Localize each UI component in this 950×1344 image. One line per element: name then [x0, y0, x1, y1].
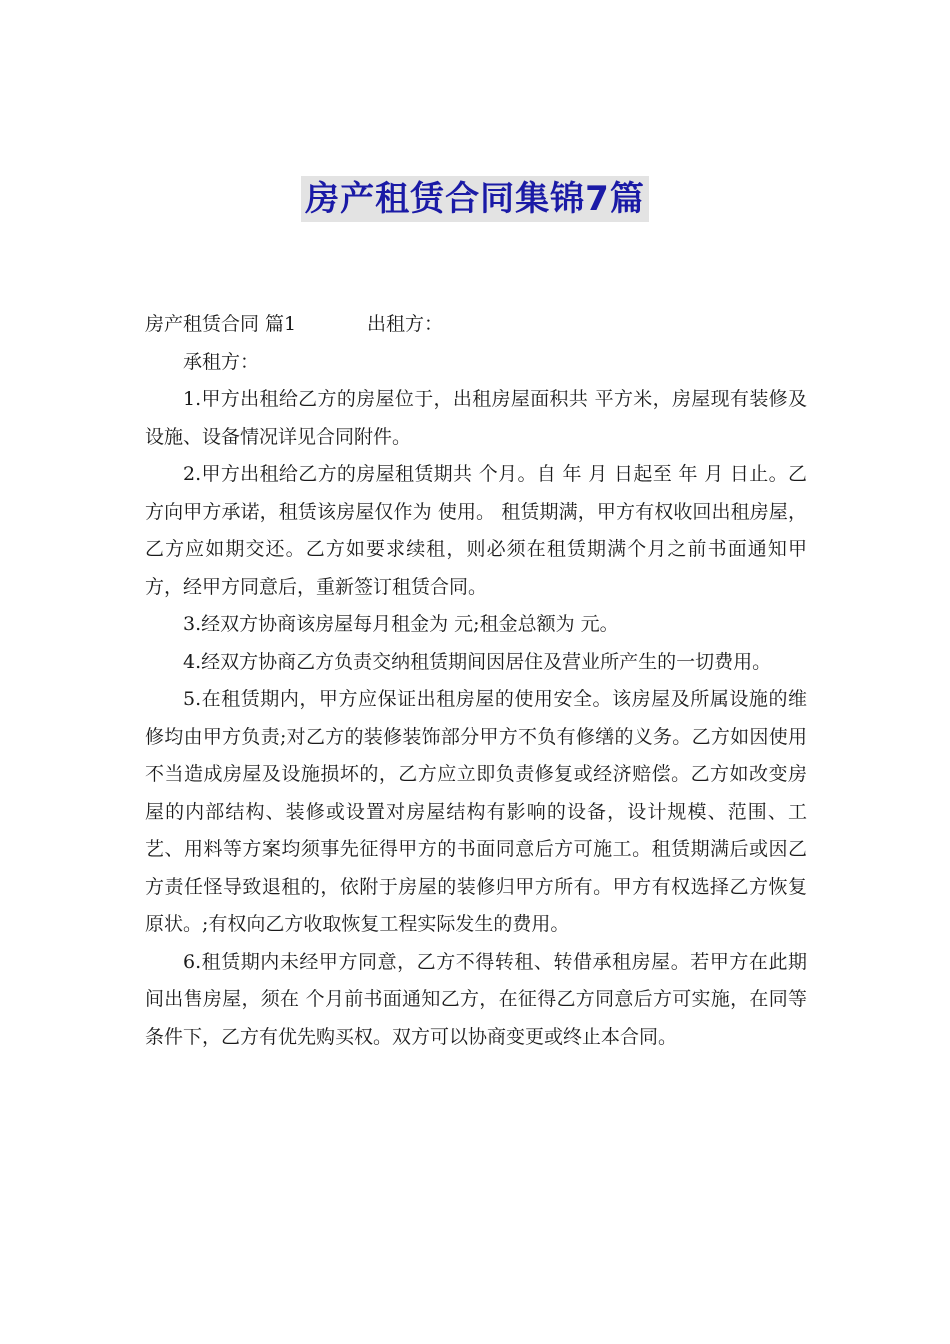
clause-1: 1.甲方出租给乙方的房屋位于，出租房屋面积共 平方米，房屋现有装修及设施、设备情况详见合同附件。 [145, 388, 807, 448]
lessor-label: 出租方： [367, 313, 444, 335]
section-heading: 房产租赁合同 篇1 [145, 313, 297, 335]
contract-header-line [145, 306, 807, 344]
document-body [145, 306, 807, 1056]
lessee-label: 承租方： [183, 350, 260, 373]
document-title [0, 176, 950, 222]
clause-6: 6.租赁期内未经甲方同意，乙方不得转租、转借承租房屋。若甲方在此期间出售房屋，须在 个月前书面通知乙方，在征得乙方同意后方可实施，在同等条件下，乙方有优先购买权。双方可以协商变更或终止本合同。 [145, 950, 807, 1048]
clause-3: 3.经双方协商该房屋每月租金为 元;租金总额为 元。 [183, 613, 619, 635]
clause-4: 4.经双方协商乙方负责交纳租赁期间因居住及营业所产生的一切费用。 [183, 650, 772, 673]
clause-2: 2.甲方出租给乙方的房屋租赁期共 个月。自 年 月 日起至 年 月 日止。乙方向甲方承诺，租赁该房屋仅作为 使用。 租赁期满，甲方有权收回出租房屋，乙方应如期交还。乙方如要求续租，则必须在租赁期满个月之前书面通知甲方，经甲方同意后，重新签订租赁合同。 [145, 463, 807, 598]
document-title-text: 房产租赁合同集锦7篇 [301, 176, 649, 222]
clause-5: 5.在租赁期内，甲方应保证出租房屋的使用安全。该房屋及所属设施的维修均由甲方负责;对乙方的装修装饰部分甲方不负有修缮的义务。乙方如因使用不当造成房屋及设施损坏的，乙方应立即负责修复或经济赔偿。乙方如改变房屋的内部结构、装修或设置对房屋结构有影响的设备，设计规模、范围、工艺、用料等方案均须事先征得甲方的书面同意后方可施工。租赁期满后或因乙方责任怪导致退租的，依附于房屋的装修归甲方所有。甲方有权选择乙方恢复原状。;有权向乙方收取恢复工程实际发生的费用。 [145, 688, 807, 935]
